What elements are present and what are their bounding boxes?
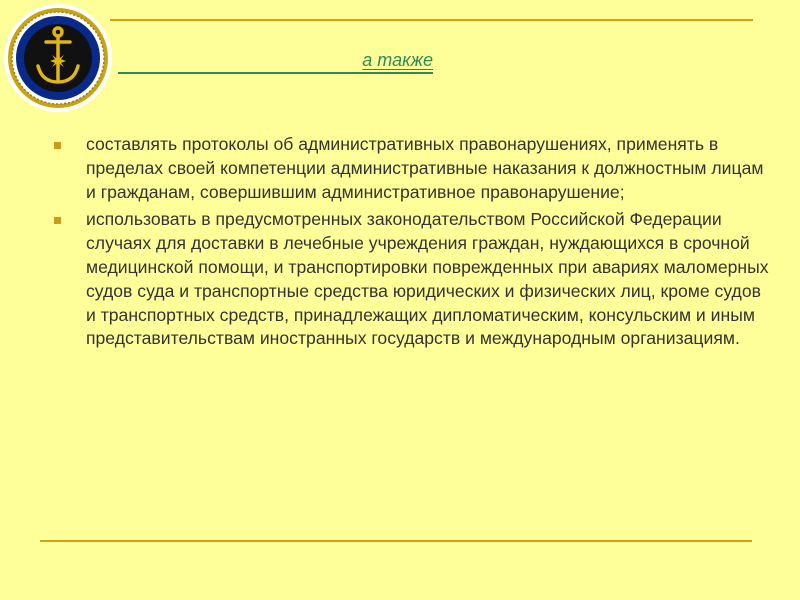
bottom-divider xyxy=(40,540,752,542)
title-underline xyxy=(118,72,433,74)
anchor-emblem-icon xyxy=(2,2,114,114)
bullet-text: составлять протоколы об административных правонарушениях, применять в пределах своей компетенции административные наказания к должностным лицам и гражданам, совершившим административное правонарушение; xyxy=(86,134,764,202)
list-item xyxy=(54,208,774,351)
bullet-text: использовать в предусмотренных законодательством Российской Федерации случаях для доставки в лечебные учреждения граждан, нуждающихся в срочной медицинской помощи, и транспортировки поврежденных при авариях маломерных судов суда и транспортные средства юридических и физических лиц, кроме судов и транспортных средств, принадлежащих дипломатическим, консульским и иным представительствам иностранных государств и международным организациям. xyxy=(86,209,769,349)
list-item xyxy=(54,133,774,204)
square-bullet-icon xyxy=(54,217,61,224)
slide-title: а также xyxy=(362,50,433,70)
bullet-list xyxy=(54,133,774,355)
top-divider xyxy=(110,19,753,21)
square-bullet-icon xyxy=(54,142,61,149)
